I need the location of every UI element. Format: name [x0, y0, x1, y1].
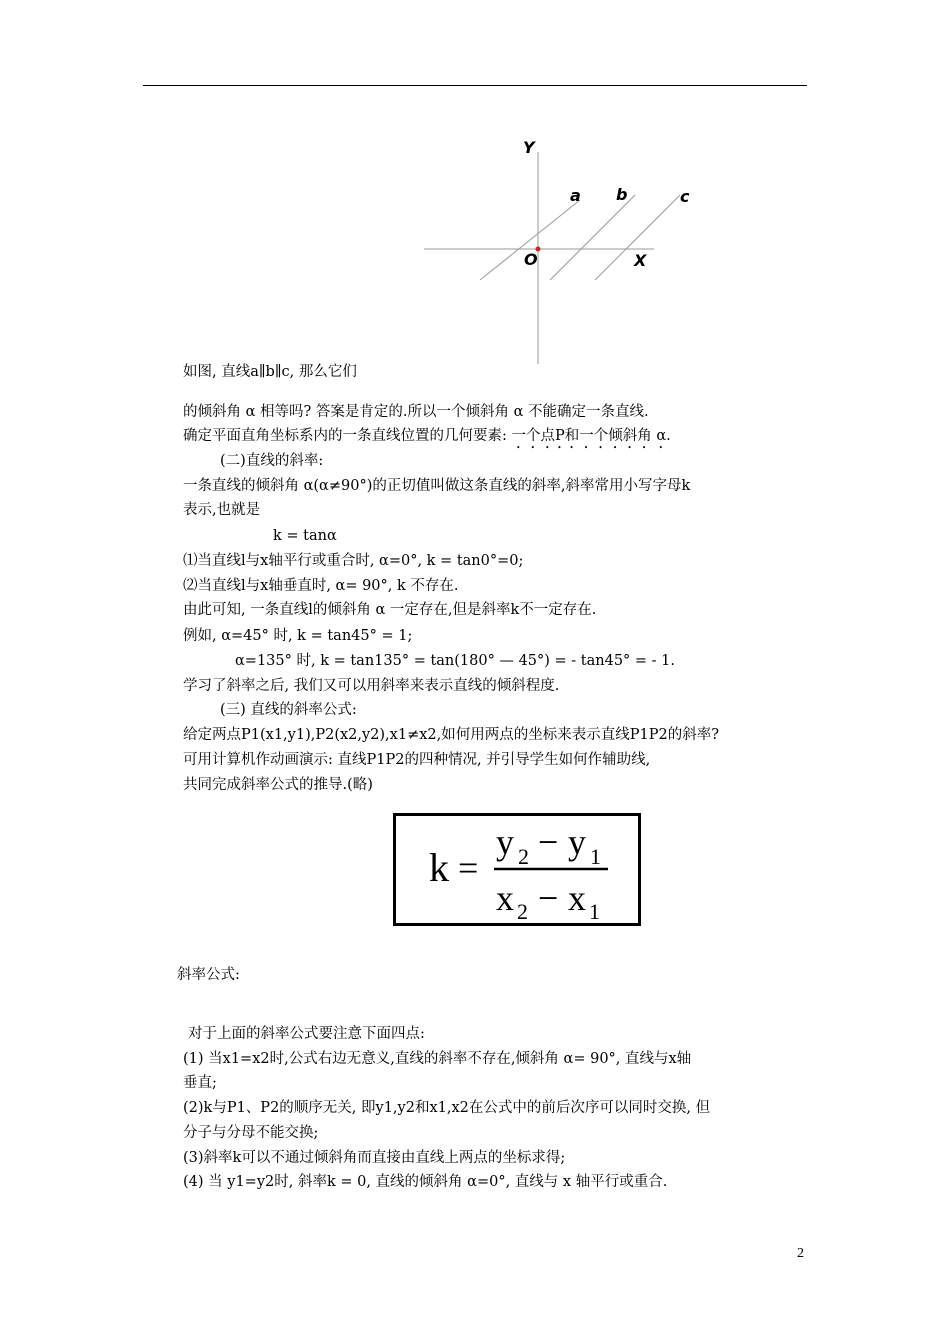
- section-heading: (二)直线的斜率:: [220, 453, 324, 469]
- text-line: 表示,也就是: [183, 502, 261, 518]
- text-line: 的倾斜角 α 相等吗? 答案是肯定的.所以一个倾斜角 α 不能确定一条直线.: [183, 404, 649, 420]
- slope-formula: [396, 816, 638, 923]
- text-line: ⑵当直线l与x轴垂直时, α= 90°, k 不存在.: [183, 578, 459, 594]
- section-heading: (三) 直线的斜率公式:: [220, 702, 357, 718]
- formula-y2-subscript: 2: [518, 844, 529, 869]
- text-line: 垂直;: [183, 1075, 217, 1091]
- formula-y2: y: [496, 822, 514, 862]
- text-line: 例如, α=45° 时, k = tan45° = 1;: [183, 628, 413, 644]
- text-line: 如图, 直线a∥b∥c, 那么它们: [183, 364, 357, 380]
- text-line: 对于上面的斜率公式要注意下面四点:: [188, 1026, 425, 1042]
- text-line: ⑴当直线l与x轴平行或重合时, α=0°, k = tan0°=0;: [183, 553, 524, 569]
- equation-line: k = tanα: [273, 528, 337, 544]
- formula-x2-subscript: 2: [517, 899, 528, 923]
- line-b: [550, 195, 635, 280]
- text-line: (1) 当x1=x2时,公式右边无意义,直线的斜率不存在,倾斜角 α= 90°, 直线与x轴: [183, 1051, 692, 1067]
- text-line: (2)k与P1、P2的顺序无关, 即y1,y2和x1,x2在公式中的前后次序可以同时交换, 但: [183, 1100, 711, 1116]
- formula-x1: x: [568, 878, 586, 918]
- text-line: (4) 当 y1=y2时, 斜率k = 0, 直线的倾斜角 α=0°, 直线与 x 轴平行或重合.: [183, 1174, 668, 1190]
- line-c-label: c: [680, 187, 690, 206]
- text-span: 确定平面直角坐标系内的一条直线位置的几何要素:: [183, 428, 507, 444]
- formula-minus-bottom: −: [538, 878, 559, 918]
- text-line: 共同完成斜率公式的推导.(略): [183, 777, 373, 793]
- line-a-label: a: [570, 186, 581, 205]
- emphasized-text: 一个点P和一个倾斜角 α: [511, 428, 667, 444]
- formula-k: k: [429, 845, 449, 890]
- text-line: 给定两点P1(x1,y1),P2(x2,y2),x1≠x2,如何用两点的坐标来表示直线P1P2的斜率?: [183, 727, 719, 743]
- text-line: [183, 426, 671, 452]
- formula-minus-top: −: [538, 822, 559, 862]
- text-line: 可用计算机作动画演示: 直线P1P2的四种情况, 并引导学生如何作辅助线,: [183, 752, 651, 768]
- text-line: (3)斜率k可以不通过倾斜角而直接由直线上两点的坐标求得;: [183, 1150, 566, 1166]
- text-line: α=135° 时, k = tan135° = tan(180° — 45°) = - tan45° = - 1.: [235, 653, 676, 669]
- text-line: 由此可知, 一条直线l的倾斜角 α 一定存在,但是斜率k不一定存在.: [183, 602, 597, 618]
- text-span: .: [666, 428, 671, 444]
- page-number: 2: [797, 1246, 804, 1261]
- origin-label: O: [524, 250, 538, 269]
- y-axis-label: Y: [523, 138, 535, 157]
- slope-formula-box: [393, 813, 641, 926]
- header-rule: [143, 85, 807, 86]
- line-b-label: b: [616, 185, 628, 204]
- formula-y1-subscript: 1: [590, 844, 601, 869]
- x-axis-label: X: [634, 251, 647, 270]
- text-line: 一条直线的倾斜角 α(α≠90°)的正切值叫做这条直线的斜率,斜率常用小写字母k: [183, 478, 691, 494]
- text-line: 分子与分母不能交换;: [183, 1125, 319, 1141]
- formula-x2: x: [496, 878, 514, 918]
- formula-y1: y: [568, 822, 586, 862]
- text-line: 学习了斜率之后, 我们又可以用斜率来表示直线的倾斜程度.: [183, 678, 560, 694]
- formula-caption: 斜率公式:: [177, 967, 240, 983]
- formula-x1-subscript: 1: [589, 899, 600, 923]
- parallel-lines-diagram: [410, 130, 700, 370]
- formula-equals: =: [458, 848, 479, 888]
